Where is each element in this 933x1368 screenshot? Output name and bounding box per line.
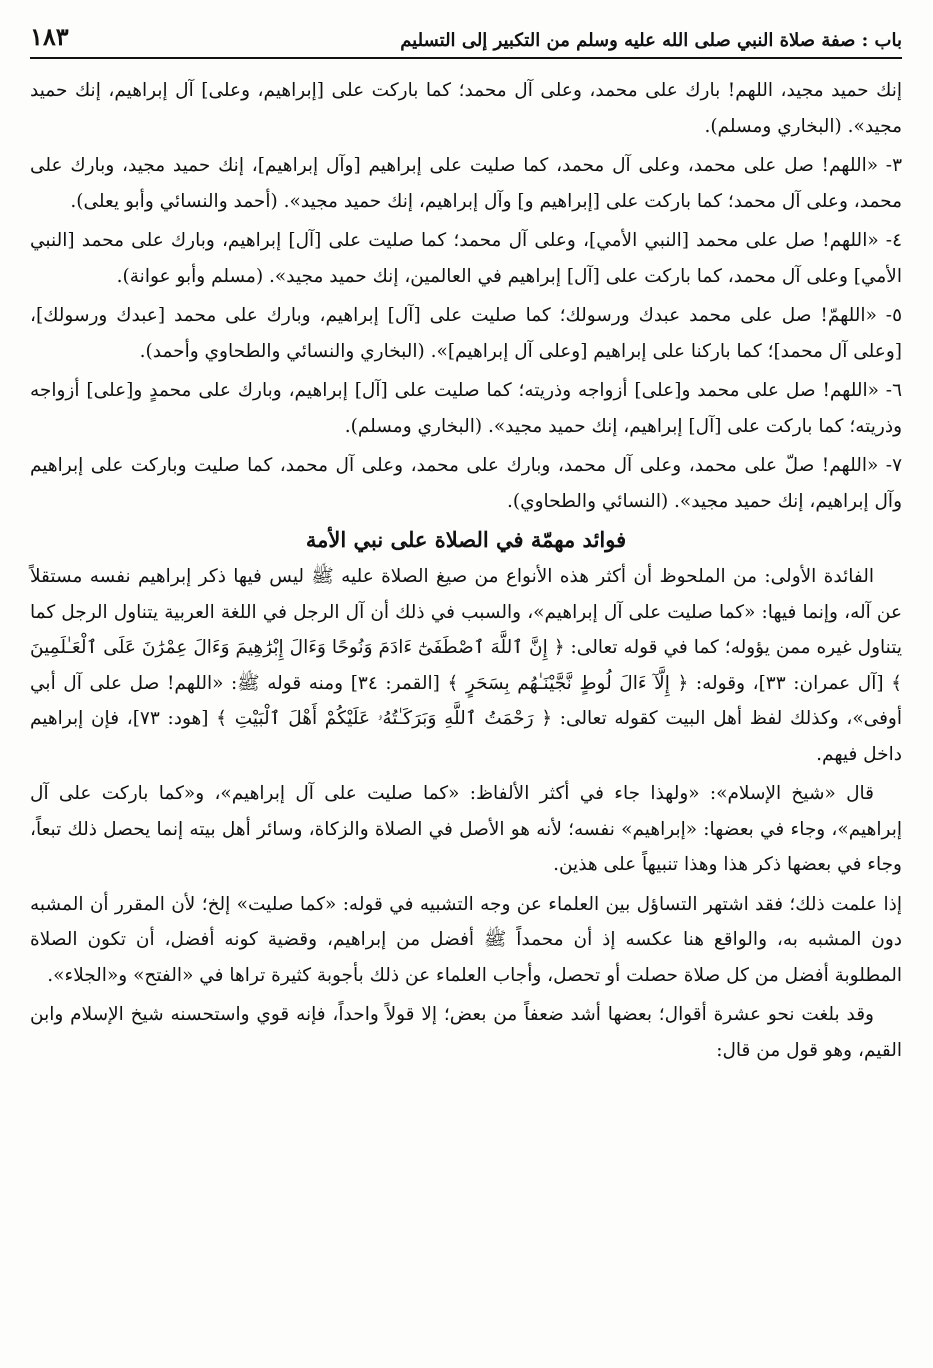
page-header [30, 22, 902, 59]
paragraph-shaykh-quote: قال «شيخ الإسلام»: «ولهذا جاء في أكثر الألفاظ: «كما صليت على آل إبراهيم»، و«كما باركت على آل إبراهيم»، وجاء في بعضها: «إبراهيم» نفسه؛ لأنه هو الأصل في الصلاة والزكاة، وسائر أهل بيته إنما يحصل ذلك تبعاً، وجاء في بعضها ذكر هذا وهذا تنبيهاً على هذين. [30, 783, 902, 875]
page [30, 22, 902, 1072]
paragraph-first-benefit: الفائدة الأولى: من الملحوظ أن أكثر هذه الأنواع من صيغ الصلاة عليه ﷺ ليس فيها ذكر إبراهيم نفسه مستقلاً عن آله، وإنما فيها: «كما صليت على آل إبراهيم»، والسبب في ذلك أن آل الرجل في اللغة العربية يتناول الرجل كما يتناول غيره ممن يؤوله؛ كما في قوله تعالى: ﴿ إِنَّ ٱللَّهَ ٱصْطَفَىٰٓ ءَادَمَ وَنُوحًا وَءَالَ إِبْرَٰهِيمَ وَءَالَ عِمْرَٰنَ عَلَى ٱلْعَـٰلَمِينَ ﴾ [آل عمران: ٣٣]، وقوله: ﴿ إِلَّآ ءَالَ لُوطٍ نَّجَّيْنَـٰهُم بِسَحَرٍ ﴾ [القمر: ٣٤] ومنه قوله ﷺ: «اللهم! صل على آل أبي أوفى»، وكذلك لفظ أهل البيت كقوله تعالى: ﴿ رَحْمَتُ ٱللَّهِ وَبَرَكَـٰتُهُۥ عَلَيْكُمْ أَهْلَ ٱلْبَيْتِ ﴾ [هود: ٧٣]، فإن إبراهيم داخل فيهم. [30, 566, 902, 765]
paragraph-comparison-question: إذا علمت ذلك؛ فقد اشتهر التساؤل بين العلماء عن وجه التشبيه في قوله: «كما صليت» إلخ؛ لأن المقرر أن المشبه دون المشبه به، والواقع هنا عكسه إذ أن محمداً ﷺ أفضل من إبراهيم، وقضية كونه أفضل، أن تكون الصلاة المطلوبة أفضل من كل صلاة حصلت أو تحصل، وأجاب العلماء عن ذلك بأجوبة كثيرة تراها في «الفتح» و«الجلاء». [30, 893, 902, 986]
paragraph-formula-5: ٥- «اللهمّ! صل على محمد عبدك ورسولك؛ كما صليت على [آل] إبراهيم، وبارك على محمد [عبدك ورسولك]، [وعلى آل محمد]؛ كما باركنا على إبراهيم [وعلى آل إبراهيم]». (البخاري والنسائي والطحاوي وأحمد). [30, 305, 902, 362]
section-title: فوائد مهمّة في الصلاة على نبي الأمة [305, 527, 627, 552]
paragraph-formula-7: ٧- «اللهم! صلّ على محمد، وعلى آل محمد، وبارك على محمد، وعلى آل محمد، كما صليت وباركت على إبراهيم وآل إبراهيم، إنك حميد مجيد». (النسائي والطحاوي). [30, 455, 902, 512]
paragraph-formula-3: ٣- «اللهم! صل على محمد، وعلى آل محمد، كما صليت على إبراهيم [وآل إبراهيم]، إنك حميد مجيد، وبارك على محمد، وعلى آل محمد؛ كما باركت على [إبراهيم و] وآل إبراهيم، إنك حميد مجيد». (أحمد والنسائي وأبو يعلى). [30, 155, 902, 212]
running-title: باب : صفة صلاة النبي صلى الله عليه وسلم من التكبير إلى التسليم [400, 30, 902, 51]
page-number: ١٨٣ [30, 22, 69, 51]
paragraph-formula-6: ٦- «اللهم! صل على محمد و[على] أزواجه وذريته؛ كما صليت على [آل] إبراهيم، وبارك على محمدٍ و[على] أزواجه وذريته؛ كما باركت على [آل] إبراهيم، إنك حميد مجيد». (البخاري ومسلم). [30, 380, 902, 437]
paragraph-formula-4: ٤- «اللهم! صل على محمد [النبي الأمي]، وعلى آل محمد؛ كما صليت على [آل] إبراهيم، وبارك على محمد [النبي الأمي] وعلى آل محمد، كما باركت على [آل] إبراهيم في العالمين، إنك حميد مجيد». (مسلم وأبو عوانة). [30, 230, 902, 287]
paragraph-ten-opinions: وقد بلغت نحو عشرة أقوال؛ بعضها أشد ضعفاً من بعض؛ إلا قولاً واحداً، فإنه قوي واستحسنه شيخ الإسلام وابن القيم، وهو قول من قال: [30, 1004, 902, 1061]
paragraph-continuation: إنك حميد مجيد، اللهم! بارك على محمد، وعلى آل محمد؛ كما باركت على [إبراهيم، وعلى] آل إبراهيم، إنك حميد مجيد». (البخاري ومسلم). [30, 80, 902, 137]
